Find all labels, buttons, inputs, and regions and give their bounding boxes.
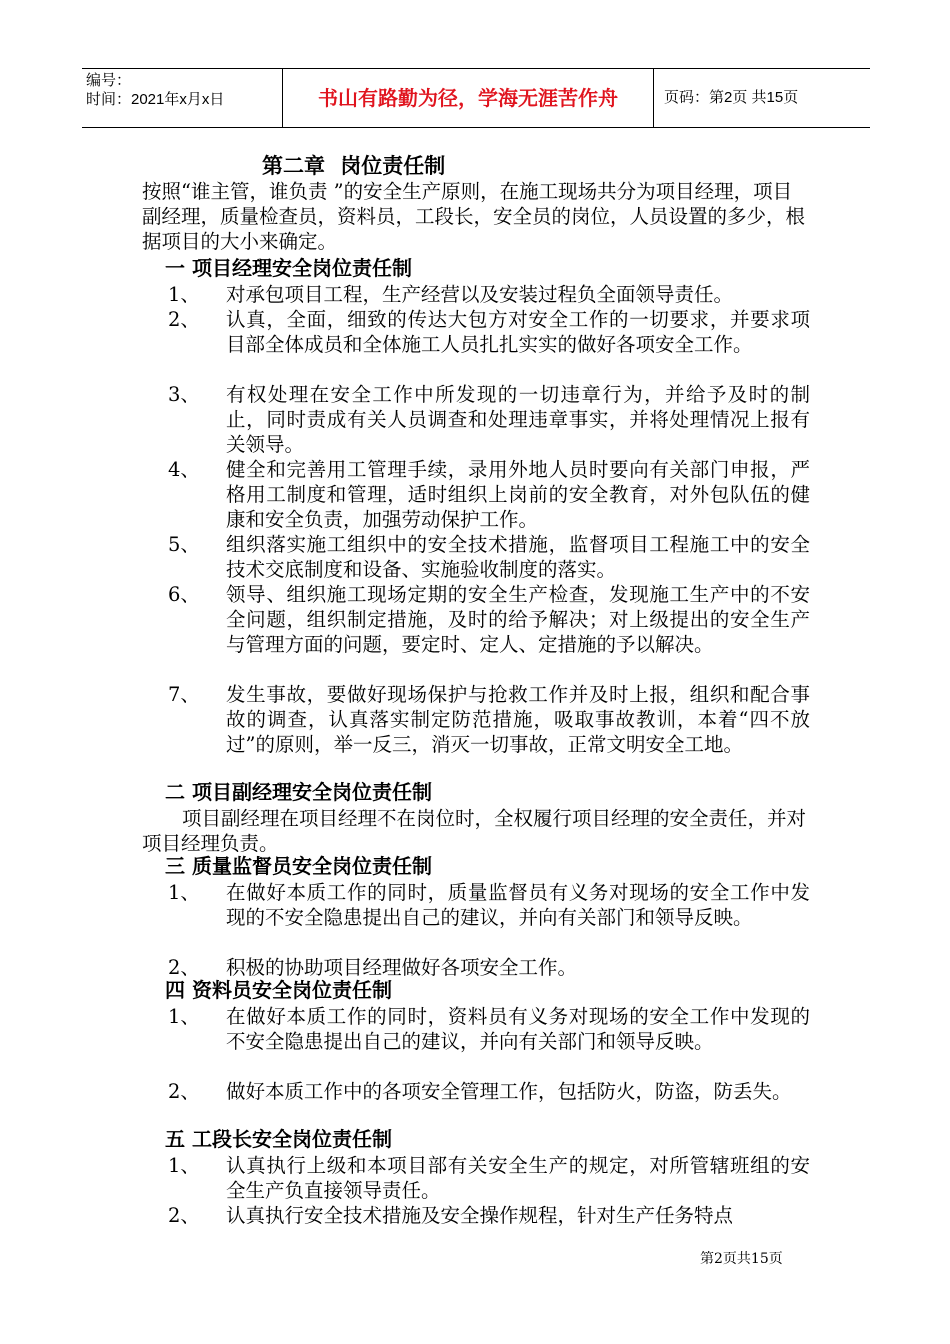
list-item: 1、 认真执行上级和本项目部有关安全生产的规定，对所管辖班组的安全生产负直接领导责任。 bbox=[168, 1154, 810, 1202]
list-item: 1、 在做好本质工作的同时，质量监督员有义务对现场的安全工作中发现的不安全隐患提出自己的建议，并向有关部门和领导反映。 bbox=[168, 881, 810, 929]
section-heading: 五 工段长安全岗位责任制 bbox=[165, 1127, 392, 1151]
header-page-number: 页码：第2页 共15页 bbox=[664, 89, 799, 106]
document-number-label: 编号： bbox=[86, 72, 132, 89]
page-footer-number: 第2页共15页 bbox=[700, 1251, 783, 1267]
section-paragraph: 项目副经理在项目经理不在岗位时，全权履行项目经理的安全责任，并对项目经理负责。 bbox=[142, 807, 807, 855]
list-item: 2、 认真执行安全技术措施及安全操作规程，针对生产任务特点 bbox=[168, 1204, 734, 1227]
section-heading: 二 项目副经理安全岗位责任制 bbox=[165, 780, 432, 804]
intro-paragraph: 按照“谁主管，谁负责 ”的安全生产原则，在施工现场共分为项目经理，项目副经理，质量检查员，资料员，工段长，安全员的岗位，人员设置的多少，根据项目的大小来确定。 bbox=[142, 180, 806, 253]
section-heading: 一 项目经理安全岗位责任制 bbox=[165, 256, 412, 280]
list-item: 1、 在做好本质工作的同时，资料员有义务对现场的安全工作中发现的不安全隐患提出自己的建议，并向有关部门和领导反映。 bbox=[168, 1005, 810, 1053]
section-heading: 三 质量监督员安全岗位责任制 bbox=[165, 854, 432, 878]
header-motto: 书山有路勤为径，学海无涯苦作舟 bbox=[282, 69, 654, 127]
list-item: 2、 积极的协助项目经理做好各项安全工作。 bbox=[168, 956, 578, 979]
page-header-table bbox=[82, 68, 870, 128]
list-item: 1、 对承包项目工程，生产经营以及安装过程负全面领导责任。 bbox=[168, 283, 734, 306]
list-item: 4、 健全和完善用工管理手续，录用外地人员时要向有关部门申报，严格用工制度和管理，适时组织上岗前的安全教育，对外包队伍的健康和安全负责，加强劳动保护工作。 bbox=[168, 458, 810, 531]
list-item: 7、 发生事故，要做好现场保护与抢救工作并及时上报，组织和配合事故的调查，认真落实制定防范措施，吸取事故教训，本着“四不放过”的原则，举一反三，消灭一切事故，正常文明安全工地。 bbox=[168, 683, 810, 756]
chapter-title: 第二章 岗位责任制 bbox=[262, 154, 446, 178]
section-heading: 四 资料员安全岗位责任制 bbox=[165, 978, 392, 1002]
list-item: 5、 组织落实施工组织中的安全技术措施，监督项目工程施工中的安全技术交底制度和设备、实施验收制度的落实。 bbox=[168, 533, 810, 581]
header-meta-cell bbox=[82, 69, 282, 127]
list-item: 6、 领导、组织施工现场定期的安全生产检查，发现施工生产中的不安全问题，组织制定措施，及时的给予解决；对上级提出的安全生产与管理方面的问题，要定时、定人、定措施的予以解决。 bbox=[168, 583, 810, 656]
document-time-label: 时间：2021年x月x日 bbox=[86, 91, 225, 108]
list-item: 2、 认真，全面，细致的传达大包方对安全工作的一切要求，并要求项目部全体成员和全体施工人员扎扎实实的做好各项安全工作。 bbox=[168, 308, 810, 356]
list-item: 2、 做好本质工作中的各项安全管理工作，包括防火，防盗，防丢失。 bbox=[168, 1080, 792, 1103]
list-item: 3、 有权处理在安全工作中所发现的一切违章行为，并给予及时的制止，同时责成有关人员调查和处理违章事实，并将处理情况上报有关领导。 bbox=[168, 383, 810, 456]
